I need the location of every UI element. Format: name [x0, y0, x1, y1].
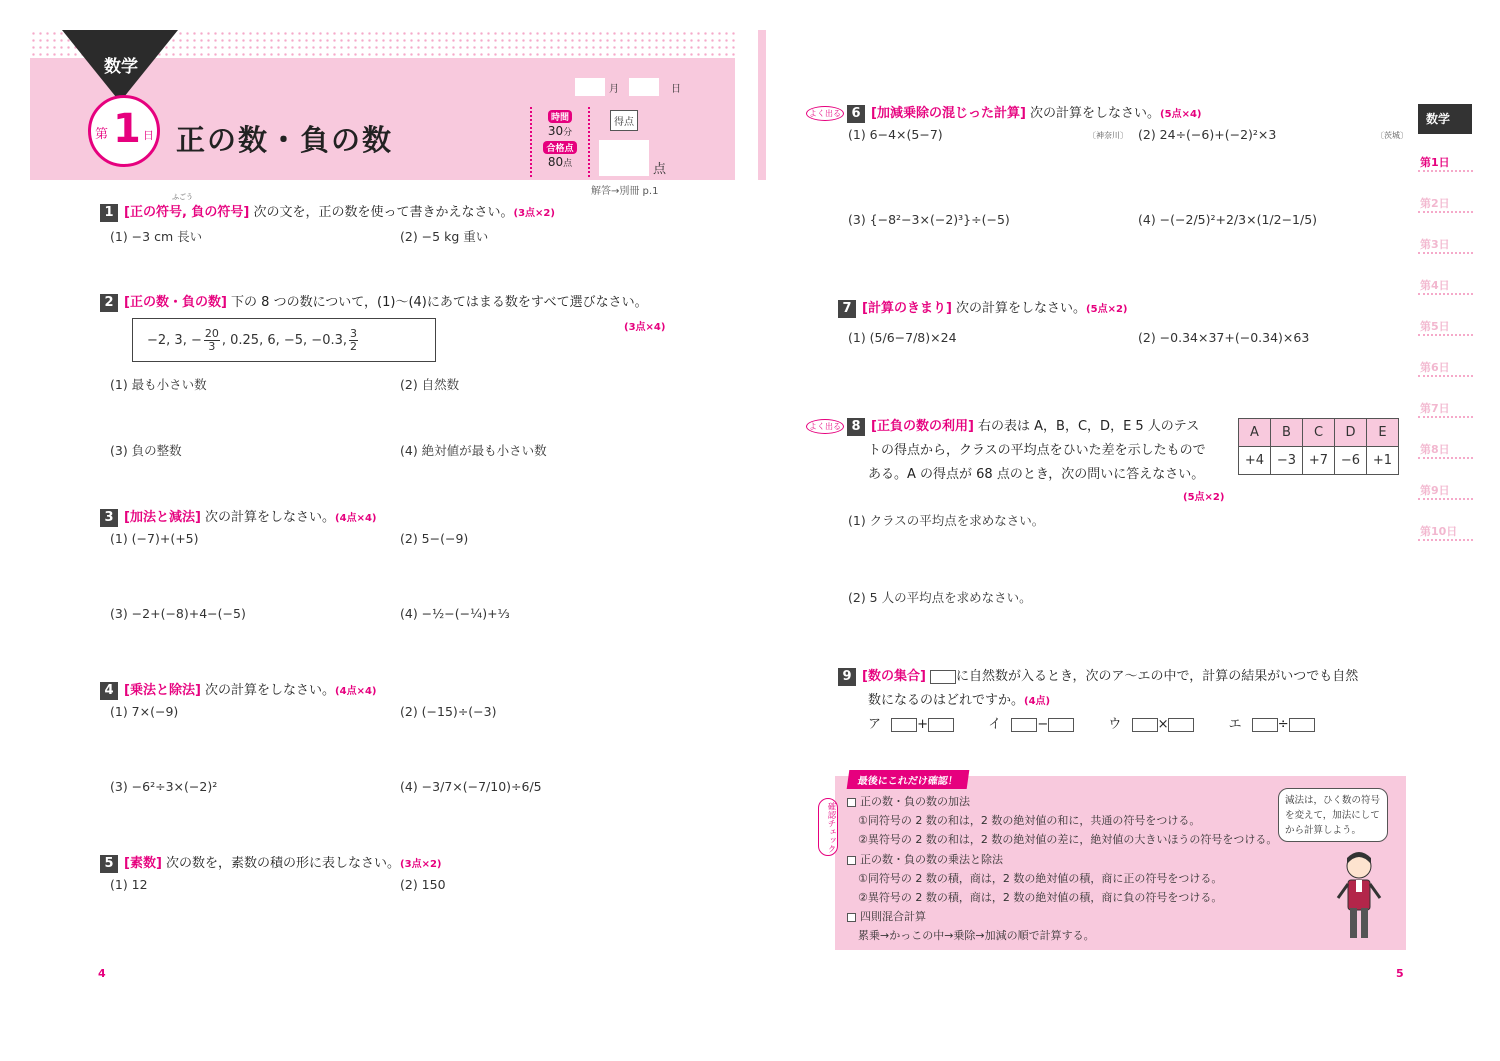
page-divider [758, 30, 766, 180]
table-row [1239, 447, 1399, 475]
table-cell: +4 [1239, 447, 1271, 475]
table-header-cell: E [1367, 419, 1399, 447]
q2-frac2-bottom: 2 [350, 339, 357, 353]
tab-divider [1418, 168, 1473, 172]
q7-sub-1: (1) (5/6−7/8)×24 [848, 330, 957, 345]
frequent-badge: よく出る [806, 106, 844, 121]
question-8 [806, 415, 1199, 436]
q2-sub-2: (2) 自然数 [400, 377, 460, 392]
q1-text: 次の文を，正の数を使って書きかえなさい。 [253, 205, 514, 220]
tab-day-4[interactable]: 第4日 [1420, 279, 1450, 292]
q9-line-2 [868, 689, 1050, 708]
q9-tag: [数の集合] [862, 669, 926, 684]
tab-divider [1418, 291, 1473, 295]
choice-a-label: ア [868, 717, 882, 732]
review-item-3 [847, 908, 926, 924]
tab-day-9[interactable]: 第9日 [1420, 484, 1450, 497]
q4-points: (4点×4) [335, 686, 377, 697]
q6-tag: [加減乗除の混じった計算] [871, 106, 1026, 121]
question-9 [838, 665, 1358, 686]
q8-number: 8 [847, 418, 865, 436]
q1-ruby: ふごう [172, 193, 193, 201]
tab-day-1[interactable]: 第1日 [1420, 156, 1450, 169]
question-4 [100, 679, 376, 700]
tab-divider [1418, 537, 1473, 541]
tab-divider [1418, 496, 1473, 500]
blank-box [1289, 718, 1315, 732]
checkbox[interactable] [847, 856, 856, 865]
q7-tag: [計算のきまり] [862, 301, 952, 316]
review-item-2a: ①同符号の 2 数の積，商は，2 数の絶対値の積，商に正の符号をつける。 [858, 872, 1223, 885]
q3-sub-1: (1) (−7)+(+5) [110, 531, 199, 546]
student-character-icon [1336, 850, 1382, 942]
table-row [1239, 419, 1399, 447]
q2-sub-3: (3) 負の整数 [110, 443, 182, 458]
q5-tag: [素数] [124, 856, 162, 871]
q6-sub-1: (1) 6−4×(5−7) [848, 127, 943, 142]
q7-points: (5点×2) [1086, 304, 1128, 315]
q1-number: 1 [100, 204, 118, 222]
q2-sub-4: (4) 絶対値が最も小さい数 [400, 443, 547, 458]
q6-points: (5点×4) [1160, 109, 1202, 120]
q5-text: 次の数を，素数の積の形に表しなさい。 [166, 856, 401, 871]
q6-sub-2: (2) 24÷(−6)+(−2)²×3 [1138, 127, 1277, 142]
subject-label: 数学 [104, 57, 138, 77]
checkbox[interactable] [847, 913, 856, 922]
q9-text-2: 数になるのはどれですか。 [868, 693, 1025, 708]
q9-number: 9 [838, 668, 856, 686]
choice-c-op: × [1157, 717, 1169, 732]
table-header-cell: D [1335, 419, 1367, 447]
q2-frac1-bottom: 3 [208, 339, 216, 353]
table-cell: −6 [1335, 447, 1367, 475]
answer-reference: 解答→別冊 p.1 [591, 186, 659, 197]
page-number-right: 5 [1396, 967, 1404, 980]
q1-points: (3点×2) [513, 208, 555, 219]
q2-box-part-a: −2, 3, − [147, 332, 202, 348]
tab-divider [1418, 332, 1473, 336]
q6-sub-3: (3) {−8²−3×(−2)³}÷(−5) [848, 212, 1010, 227]
checkbox[interactable] [847, 798, 856, 807]
q4-sub-1: (1) 7×(−9) [110, 704, 179, 719]
q8-tag: [正負の数の利用] [871, 419, 974, 434]
tab-day-3[interactable]: 第3日 [1420, 238, 1450, 251]
pass-value: 80 [547, 155, 564, 169]
q7-text: 次の計算をしなさい。 [956, 301, 1087, 316]
choice-d-op: ÷ [1277, 717, 1289, 732]
time-badge: 時間 [548, 110, 572, 123]
score-box [595, 106, 735, 178]
day-prefix: 第 [95, 127, 109, 142]
month-input[interactable] [575, 78, 605, 96]
q9-choices [868, 713, 1315, 732]
q6-number: 6 [847, 105, 865, 123]
q4-sub-3: (3) −6²÷3×(−2)² [110, 779, 218, 794]
q4-tag: [乗法と除法] [124, 683, 201, 698]
q1-sub-2: (2) −5 kg 重い [400, 229, 489, 244]
q5-points: (3点×2) [400, 859, 442, 870]
review-item-3a: 累乗→かっこの中→乗除→加減の順で計算する。 [858, 929, 1095, 942]
tab-day-7[interactable]: 第7日 [1420, 402, 1450, 415]
pass-unit: 点 [563, 159, 573, 169]
tab-day-2[interactable]: 第2日 [1420, 197, 1450, 210]
tab-day-6[interactable]: 第6日 [1420, 361, 1450, 374]
speech-bubble: 減法は，ひく数の符号を変えて，加法にしてから計算しよう。 [1278, 788, 1388, 842]
time-unit: 分 [563, 128, 573, 138]
review-item-2b: ②異符号の 2 数の積，商は，2 数の絶対値の積，商に負の符号をつける。 [858, 891, 1223, 904]
day-label: 日 [671, 83, 681, 95]
q7-number: 7 [838, 300, 856, 318]
q2-number: 2 [100, 294, 118, 312]
tab-day-8[interactable]: 第8日 [1420, 443, 1450, 456]
q4-text: 次の計算をしなさい。 [205, 683, 336, 698]
q5-sub-1: (1) 12 [110, 877, 148, 892]
time-box [530, 107, 590, 177]
tab-day-10[interactable]: 第10日 [1420, 525, 1458, 538]
q2-fraction-1 [204, 328, 220, 353]
review-item-3-text: 四則混合計算 [860, 910, 926, 923]
review-item-1-text: 正の数・負の数の加法 [860, 795, 970, 808]
question-6 [806, 102, 1201, 123]
review-item-2-text: 正の数・負の数の乗法と除法 [860, 853, 1003, 866]
score-input[interactable] [599, 140, 649, 176]
q6-sub-4: (4) −(−2/5)²+2/3×(1/2−1/5) [1138, 212, 1318, 227]
table-cell: +1 [1367, 447, 1399, 475]
q2-points: (3点×4) [624, 322, 666, 333]
q3-points: (4点×4) [335, 513, 377, 524]
q3-tag: [加法と減法] [124, 510, 201, 525]
q8-line-1: 右の表は A，B，C，D，E 5 人のテス [978, 419, 1200, 434]
q3-text: 次の計算をしなさい。 [205, 510, 336, 525]
choice-b-label: イ [988, 717, 1002, 732]
q4-sub-2: (2) (−15)÷(−3) [400, 704, 497, 719]
blank-box [891, 718, 917, 732]
date-fields [575, 78, 681, 96]
q2-box-part-b: , 0.25, 6, −5, −0.3, [221, 332, 347, 348]
tab-divider [1418, 209, 1473, 213]
table-header-cell: B [1271, 419, 1303, 447]
q8-score-table [1238, 418, 1399, 475]
choice-a-op: + [917, 717, 929, 732]
month-label: 月 [609, 83, 619, 95]
page-title: 正の数・負の数 [176, 123, 394, 157]
q2-tag: [正の数・負の数] [124, 295, 227, 310]
question-1 [100, 201, 555, 222]
question-5 [100, 852, 441, 873]
question-7 [838, 297, 1127, 318]
day-circle [88, 95, 160, 167]
pass-badge: 合格点 [543, 141, 576, 154]
table-cell: +7 [1303, 447, 1335, 475]
blank-box [928, 718, 954, 732]
q4-number: 4 [100, 682, 118, 700]
subject-tab[interactable]: 数学 [1418, 104, 1472, 134]
day-input[interactable] [629, 78, 659, 96]
q5-sub-2: (2) 150 [400, 877, 446, 892]
q6-text: 次の計算をしなさい。 [1030, 106, 1161, 121]
q1-tag: [正の符号, 負の符号] [124, 205, 250, 220]
q2-text: 下の 8 つの数について，(1)〜(4)にあてはまる数をすべて選びなさい。 [231, 295, 648, 310]
review-item-1a: ①同符号の 2 数の和は，2 数の絶対値の和に，共通の符号をつける。 [858, 814, 1201, 827]
tab-divider [1418, 414, 1473, 418]
time-value: 30 [547, 124, 564, 138]
q3-sub-4: (4) −½−(−¼)+⅓ [400, 606, 510, 621]
q3-sub-3: (3) −2+(−8)+4−(−5) [110, 606, 246, 621]
q8-line-2: トの得点から，クラスの平均点をひいた差を示したもので [868, 443, 1206, 458]
review-side-label: 確認チェック [818, 798, 838, 856]
table-cell: −3 [1271, 447, 1303, 475]
blank-box [1132, 718, 1158, 732]
blank-box [1168, 718, 1194, 732]
q8-points: (5点×2) [1183, 492, 1225, 503]
page-number-left: 4 [98, 967, 106, 980]
review-item-2 [847, 851, 1003, 867]
q2-sub-1: (1) 最も小さい数 [110, 377, 207, 392]
question-3 [100, 506, 376, 527]
day-number: 1 [113, 106, 141, 152]
q9-points: (4点) [1024, 696, 1051, 707]
q5-number: 5 [100, 855, 118, 873]
frequent-badge-2: よく出る [806, 419, 844, 434]
review-item-1 [847, 793, 970, 809]
q2-frac1-top: 20 [204, 326, 219, 340]
score-unit: 点 [653, 162, 667, 177]
table-header-cell: C [1303, 419, 1335, 447]
q2-number-box [132, 318, 436, 362]
review-heading: 最後にこれだけ確認！ [847, 770, 970, 789]
review-item-1b: ②異符号の 2 数の和は，2 数の絶対値の差に，絶対値の大きいほうの符号をつける。 [858, 833, 1278, 846]
q3-number: 3 [100, 509, 118, 527]
q4-sub-4: (4) −3/7×(−7/10)÷6/5 [400, 779, 542, 794]
q7-sub-2: (2) −0.34×37+(−0.34)×63 [1138, 330, 1310, 345]
q8-sub-2: (2) 5 人の平均点を求めなさい。 [848, 590, 1032, 605]
choice-c-label: ウ [1108, 717, 1122, 732]
blank-box [930, 670, 956, 684]
tab-day-5[interactable]: 第5日 [1420, 320, 1450, 333]
table-header-cell: A [1239, 419, 1271, 447]
q2-frac2-top: 3 [350, 326, 357, 340]
blank-box [1011, 718, 1037, 732]
score-label: 得点 [610, 110, 638, 131]
tab-divider [1418, 455, 1473, 459]
blank-box [1252, 718, 1278, 732]
question-2 [100, 291, 648, 312]
q1-sub-1: (1) −3 cm 長い [110, 229, 203, 244]
tab-divider [1418, 250, 1473, 254]
choice-b-op: − [1037, 717, 1049, 732]
q6-source-2: 〔茨城〕 [1376, 131, 1408, 140]
day-suffix: 日 [143, 129, 154, 142]
blank-box [1048, 718, 1074, 732]
choice-d-label: エ [1228, 717, 1242, 732]
q9-text-1: に自然数が入るとき，次のア〜エの中で，計算の結果がいつでも自然 [956, 669, 1359, 684]
q8-line-3: ある。A の得点が 68 点のとき，次の問いに答えなさい。 [868, 467, 1205, 482]
q2-fraction-2 [349, 328, 358, 353]
q8-sub-1: (1) クラスの平均点を求めなさい。 [848, 513, 1045, 528]
q3-sub-2: (2) 5−(−9) [400, 531, 469, 546]
tab-divider [1418, 373, 1473, 377]
q6-source-1: 〔神奈川〕 [1088, 131, 1128, 140]
